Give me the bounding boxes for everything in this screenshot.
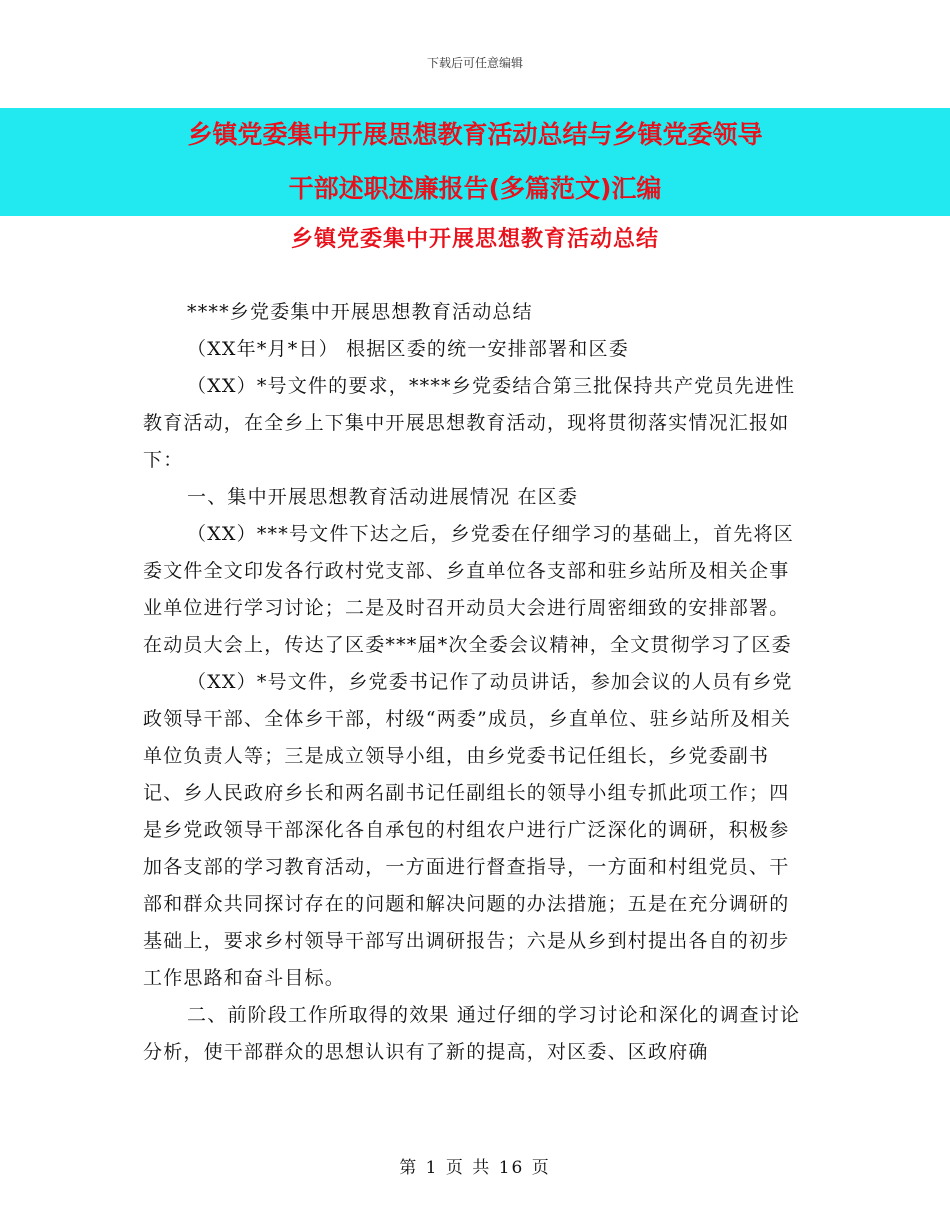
title-line-2: 干部述职述廉报告(多篇范文)汇编 <box>288 174 662 203</box>
paragraph: （XX）*号文件，乡党委书记作了动员讲话，参加会议的人员有乡党政领导干部、全体乡干部，村级“两委”成员，乡直单位、驻乡站所及相关单位负责人等；三是成立领导小组，由乡党委书记任组长，乡党委副书记、乡人民政府乡长和两名副书记任副组长的领导小组专抓此项工作；四是乡党政领导干部深化各自承包的村组农户进行广泛深化的调研，积极参加各支部的学习教育活动，一方面进行督查指导，一方面和村组党员、干部和群众共同探讨存在的问题和解决问题的办法措施；五是在充分调研的基础上，要求乡村领导干部写出调研报告；六是从乡到村提出各自的初步工作思路和奋斗目标。 <box>143 671 793 989</box>
paragraph: 二、前阶段工作所取得的效果 通过仔细的学习讨论和深化的调查讨论分析，使干部群众的思想认识有了新的提高，对区委、区政府确 <box>143 1004 801 1063</box>
paragraph: （XX）***号文件下达之后，乡党委在仔细学习的基础上，首先将区委文件全文印发各行政村党支部、乡直单位各支部和驻乡站所及相关企事业单位进行学习讨论；二是及时召开动员大会进行周密细致的安排部署。在动员大会上，传达了区委***届*次全委会议精神，全文贯彻学习了区委 <box>143 523 794 656</box>
paragraph: ****乡党委集中开展思想教育活动总结 <box>187 301 533 323</box>
paragraph: （XX年*月*日） 根据区委的统一安排部署和区委 <box>187 338 629 360</box>
title-line-1: 乡镇党委集中开展思想教育活动总结与乡镇党委领导 <box>187 120 763 149</box>
section-title: 乡镇党委集中开展思想教育活动总结 <box>290 227 659 252</box>
paragraph: 一、集中开展思想教育活动进展情况 在区委 <box>187 486 579 508</box>
page-header-caption: 下载后可任意编辑 <box>426 56 523 70</box>
document-body <box>143 294 803 1071</box>
document-title <box>0 108 950 216</box>
paragraph: （XX）*号文件的要求，****乡党委结合第三批保持共产党员先进性教育活动，在全乡上下集中开展思想教育活动，现将贯彻落实情况汇报如下： <box>143 375 796 471</box>
page-number: 第 1 页 共 16 页 <box>399 1158 551 1178</box>
